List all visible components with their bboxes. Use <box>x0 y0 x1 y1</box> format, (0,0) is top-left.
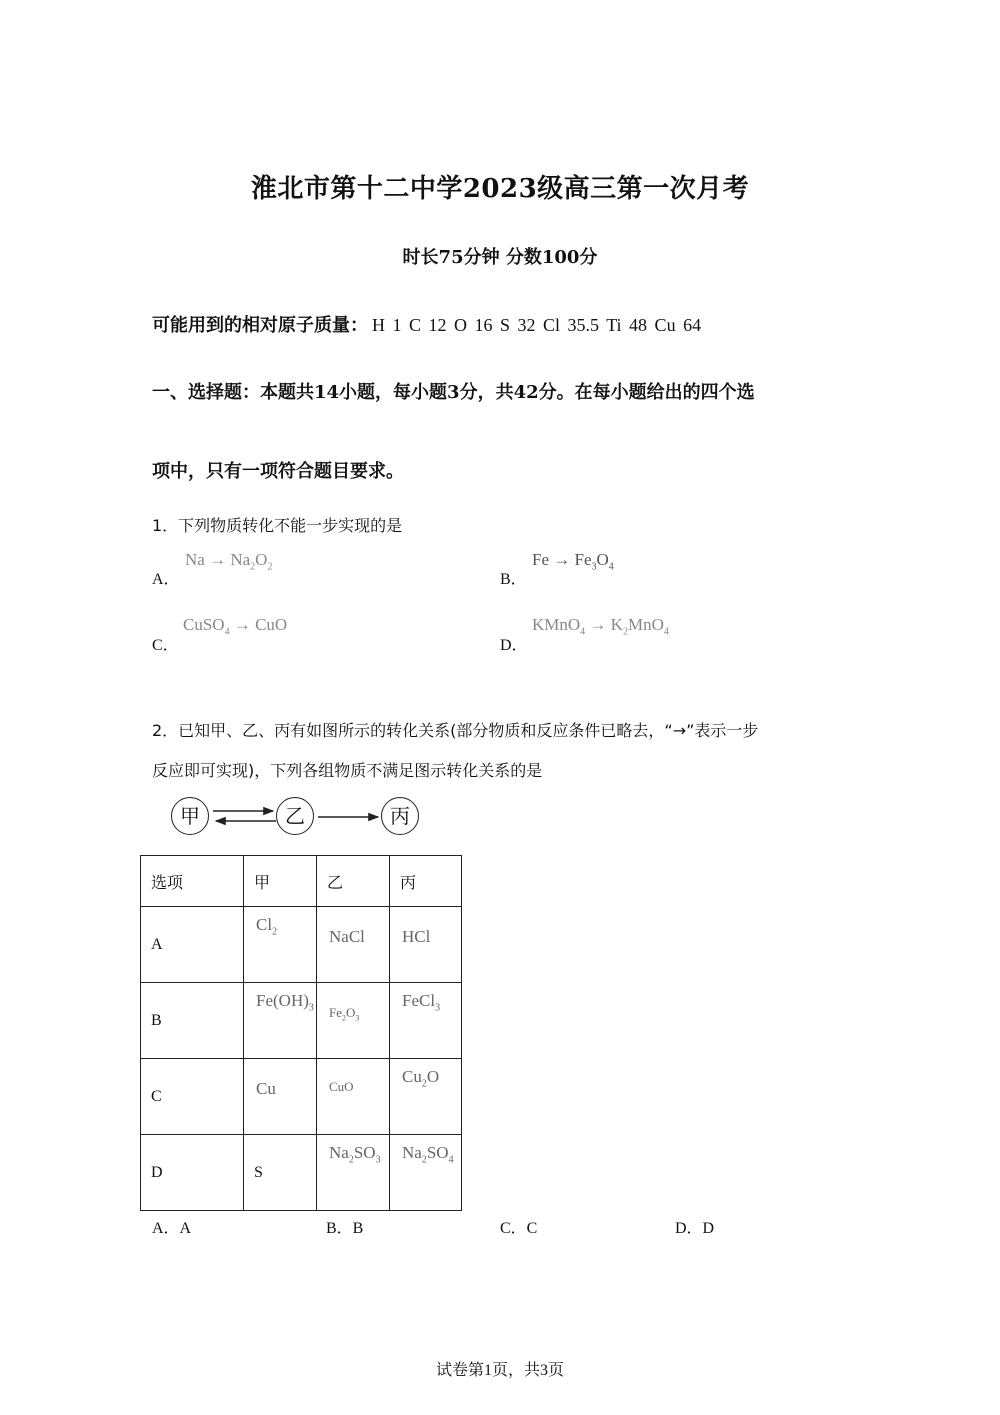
q2-answer-c: C．C <box>500 1220 538 1237</box>
table-cell-yi: $Na_2SO_3$ <box>317 1135 390 1211</box>
table-cell-bing: HCl <box>390 907 462 983</box>
table-header-cell: 丙 <box>390 856 462 907</box>
q2-options-table <box>140 855 462 1211</box>
page-footer: 试卷第1页，共3页 <box>435 1362 564 1379</box>
exam-title: 淮北市第十二中学2023级高三第一次月考 <box>250 174 750 204</box>
table-cell-yi: CuO <box>317 1059 390 1135</box>
q1-option-c-formula: CuSO$_4$ → CuO <box>183 615 288 638</box>
table-cell-bing: $Cu_2O$ <box>390 1059 462 1135</box>
q1-option-b-formula: $Fe \to Fe_3O_4$ <box>532 550 614 573</box>
atomic-masses-values: H 1 C 12 O 16 S 32 Cl 35.5 Ti 48 Cu 64 <box>372 315 702 335</box>
q2-answer-b: B．B <box>326 1220 364 1237</box>
q1-option-b-letter: B． <box>500 571 527 588</box>
table-cell-jia: Cu <box>244 1059 317 1135</box>
diagram-node-jia: 甲 <box>171 797 209 835</box>
table-row <box>141 907 462 983</box>
table-cell-option: C <box>141 1059 244 1135</box>
q2-answer-d: D．D <box>675 1220 715 1237</box>
table-cell-yi: NaCl <box>317 907 390 983</box>
diagram-node-yi: 乙 <box>276 797 314 835</box>
diagram-node-bing: 丙 <box>381 797 419 835</box>
q1-option-d-letter: D． <box>500 637 528 654</box>
q1-option-a-formula: $Na \to Na_2O_2$ <box>185 550 273 573</box>
table-cell-option: D <box>141 1135 244 1211</box>
table-row <box>141 1135 462 1211</box>
q1-option-d-formula: KMnO$_4$ → $K_2MnO_4$ <box>532 615 669 638</box>
table-header-cell: 选项 <box>141 856 244 907</box>
table-cell-bing: FeCl$_3$ <box>390 983 462 1059</box>
q2-stem-line2: 反应即可实现)，下列各组物质不满足图示转化关系的是 <box>152 761 543 780</box>
section-heading-line1: 一、选择题：本题共14小题，每小题3分，共42分。在每小题给出的四个选 <box>152 382 755 403</box>
table-cell-jia: $Cl_2$ <box>244 907 317 983</box>
q1-stem: 1．下列物质转化不能一步实现的是 <box>152 516 403 535</box>
atomic-masses-label: 可能用到的相对原子质量： <box>152 315 368 336</box>
exam-subtitle: 时长75分钟 分数100分 <box>402 247 598 268</box>
table-header-cell: 甲 <box>244 856 317 907</box>
q1-option-a-letter: A． <box>152 571 180 588</box>
q2-answer-a: A．A <box>152 1220 192 1237</box>
table-header-row <box>141 856 462 907</box>
table-row <box>141 983 462 1059</box>
table-cell-option: B <box>141 983 244 1059</box>
table-cell-jia: $Fe(OH)_3$ <box>244 983 317 1059</box>
table-cell-yi: $Fe_2O_3$ <box>317 983 390 1059</box>
section-heading-line2: 项中，只有一项符合题目要求。 <box>152 461 404 482</box>
table-cell-jia: S <box>244 1135 317 1211</box>
q1-option-c-letter: C． <box>152 637 179 654</box>
table-row <box>141 1059 462 1135</box>
q2-stem-line1: 2．已知甲、乙、丙有如图所示的转化关系(部分物质和反应条件已略去，“→”表示一步 <box>152 721 759 740</box>
table-cell-bing: $Na_2SO_4$ <box>390 1135 462 1211</box>
table-cell-option: A <box>141 907 244 983</box>
table-header-cell: 乙 <box>317 856 390 907</box>
